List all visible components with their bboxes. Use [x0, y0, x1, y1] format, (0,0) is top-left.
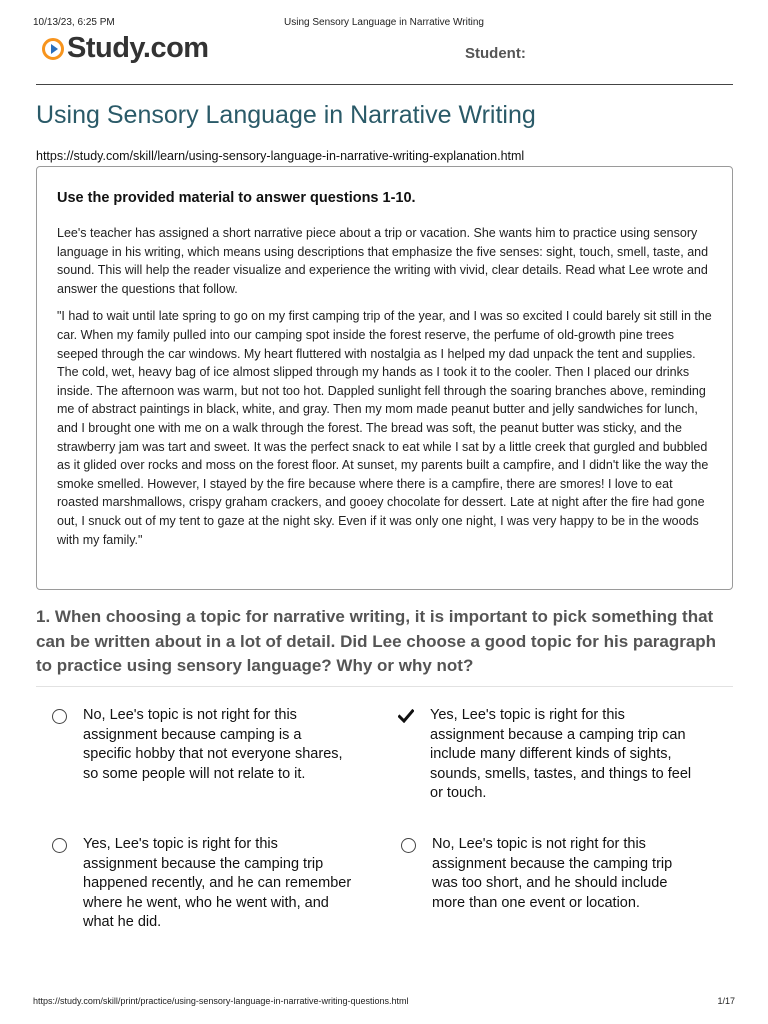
answer-option-b-text: Yes, Lee's topic is right for this assignment because a camping trip can include many different kinds of sights, sounds, smells, tastes, and things to feel or touch. [430, 707, 692, 801]
material-paragraph-intro: Lee's teacher has assigned a short narrative piece about a trip or vacation. She wants him to practice using sensory language in his writing, which means using descriptions that emphasize the five senses: sight, touch, smell, taste, and sound. This will help the reader visualize and experience the writing with vivid, clear details. Read what Lee wrote and answer the questions that follow. [57, 226, 709, 296]
material-paragraph-story: "I had to wait until late spring to go on my first camping trip of the year, and I was so excited I could barely sit still in the car. When my family pulled into our camping spot inside the forest reserve, the perfume of old-growth pine trees seeped through the car windows. My heart fluttered with nostalgia as I helped my dad unpack the tent and supplies. The cold, wet, heavy bag of ice almost slipped through my hands as I took it to the cooler. Then I placed our drinks inside. The afternoon was warm, but not too hot. Dappled sunlight fell through the soaring branches above, reminding me of abstract paintings in black, white, and gray. Then my mom made peanut butter and jelly sandwiches for lunch, and I brought one with me on a walk through the forest. The bread was soft, the peanut butter was sticky, and the strawberry jam was tart and sweet. It was the perfect snack to eat while I sat by a little creek that gurgled and bubbled as it glided over rocks and moss on the forest floor. At sunset, my parents built a campfire, and I didn't like the way the smoke smelled. However, I stayed by the fire because where there is a campfire, there are smores! I love to eat roasted marshmallows, crispy graham crackers, and gooey chocolate for dessert. Late at night after the fire had gone out, I snuck out of my tent to gaze at the night sky. Even if it was only one night, I was very happy to be in the woods with my family." [57, 309, 712, 547]
material-instructions: Use the provided material to answer questions 1-10. [57, 190, 416, 206]
header-divider [36, 84, 733, 85]
answer-option-d[interactable] [401, 835, 701, 913]
radio-empty-icon[interactable] [52, 709, 67, 724]
answer-option-a[interactable] [52, 706, 352, 784]
print-datetime: 10/13/23, 6:25 PM [33, 17, 115, 28]
answer-option-b[interactable] [398, 706, 698, 804]
answer-option-d-text: No, Lee's topic is not right for this assignment because the camping trip was too short, and he should include more than one event or location. [432, 836, 673, 911]
answer-option-c-text: Yes, Lee's topic is right for this assignment because the camping trip happened recently, and he can remember where he went, who he went with, and what he did. [83, 836, 352, 930]
study-logo-icon [42, 38, 64, 60]
page-number: 1/17 [717, 996, 735, 1006]
study-logo[interactable] [42, 34, 209, 63]
question-1-text: 1. When choosing a topic for narrative writing, it is important to pick something that can be written about in a lot of detail. Did Lee choose a good topic for his paragraph to practice using sensory language? Why or why not? [36, 607, 717, 675]
brand-name: Study.com [67, 32, 209, 64]
lesson-url[interactable]: https://study.com/skill/learn/using-sensory-language-in-narrative-writing-explanation.html [36, 149, 525, 163]
question-divider [36, 686, 733, 687]
answer-option-c[interactable] [52, 835, 352, 933]
page-title: Using Sensory Language in Narrative Writing [36, 101, 536, 129]
print-footer-url: https://study.com/skill/print/practice/using-sensory-language-in-narrative-writing-questions.html [33, 996, 409, 1006]
material-box [36, 166, 733, 590]
answer-option-a-text: No, Lee's topic is not right for this assignment because camping is a specific hobby that not everyone shares, so some people will not relate to it. [83, 707, 343, 782]
radio-empty-icon[interactable] [52, 838, 67, 853]
radio-empty-icon[interactable] [401, 838, 416, 853]
student-label: Student: [465, 45, 526, 62]
print-doc-title: Using Sensory Language in Narrative Writing [284, 17, 484, 28]
checkmark-icon [398, 709, 414, 723]
